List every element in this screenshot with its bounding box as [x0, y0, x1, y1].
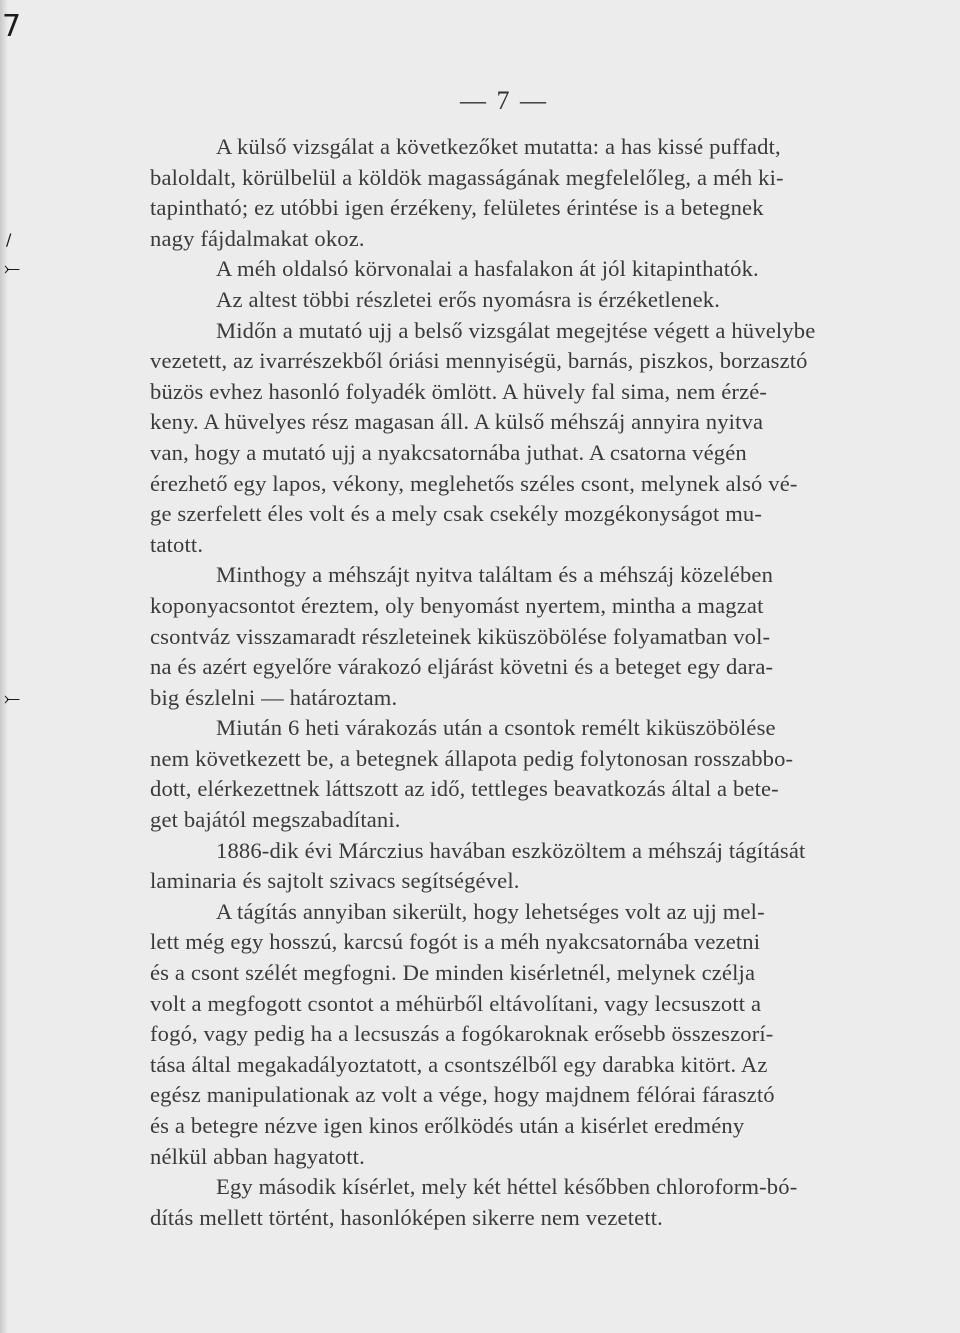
margin-mark-arrow: ⤚ — [4, 256, 20, 280]
margin-mark-arrow-lower: ⤚ — [4, 686, 20, 710]
paragraph: Egy második kísérlet, mely két héttel későbben chloroform-bó- dítás mellett történt, hasonlóképen sikerre nem vezetett. — [150, 1174, 798, 1230]
paragraph: A méh oldalsó körvonalai a hasfalakon át jól kitapinthatók. — [216, 256, 759, 282]
page-number: — 7 — — [460, 86, 548, 115]
paragraph: 1886-dik évi Márczius havában eszközöltem a méhszáj tágítását laminaria és sajtolt szivacs segítségével. — [150, 837, 806, 894]
page-edge-shadow — [0, 0, 8, 1333]
body-text — [150, 132, 882, 1233]
paragraph: Minthogy a méhszájt nyitva találtam és a méhszáj közelében koponyacsontot éreztem, oly benyomást nyertem, mintha a magzat csontváz visszamaradt részleteinek kiküszöbölése folyamatban vol- na és azért egyelőre várakozó eljárást követni és a beteget egy dara- big észlelni — határoztam. — [150, 562, 774, 710]
paragraph: Miután 6 heti várakozás után a csontok remélt kiküszöbölése nem következett be, a betegnek állapota pedig folytonosan rosszabbo- dott, elérkezettnek láttszott az idő, tettleges beavatkozás által a bete- get bajától megszabadítani. — [150, 715, 794, 833]
paragraph: Midőn a mutató ujj a belső vizsgálat megejtése végett a hüvelybe vezetett, az ivarrészekből óriási mennyiségü, barnás, piszkos, borzasztó büzös evhez hasonló folyadék ömlött. A hüvely fal sima, nem érzé- keny. A hüvelyes rész magasan áll. A külső méhszáj annyira nyitva van, hogy a mutató ujj a nyakcsatornába juthat. A csatorna végén érezhető egy lapos, vékony, meglehetős széles csont, melynek alsó vé- ge szerfelett éles volt és a mely csak csekély mozgékonyságot mu- tatott. — [150, 317, 816, 557]
margin-mark-slash: / — [6, 230, 12, 249]
paragraph: Az altest többi részletei erős nyomásra is érzéketlenek. — [216, 286, 721, 312]
paragraph: A külső vizsgálat a következőket mutatta: a has kissé puffadt, baloldalt, körülbelül a köldök magasságának megfelelőleg, a méh ki- tapintható; ez utóbbi igen érzékeny, felületes érintése is a betegnek nagy fájdalmakat okoz. — [150, 134, 784, 251]
margin-mark-top: 7 — [2, 9, 22, 44]
paragraph: A tágítás annyiban sikerült, hogy lehetséges volt az ujj mel- lett még egy hosszú, karcsú fogót is a méh nyakcsatornába vezetni és a csont szélét megfogni. De minden kisérletnél, melynek czélja volt a megfogott csontot a méhürből eltávolítani, vagy lecsuszott a fogó, vagy pedig ha a lecsuszás a fogókaroknak erősebb összeszorí- tása által megakadályoztatott, a csontszélből egy darabka kitört. Az egész manipulationak az volt a vége, hogy majdnem félórai fárasztó és a betegre nézve igen kinos erőlködés után a kisérlet eredmény nélkül abban hagyatott. — [150, 898, 775, 1169]
